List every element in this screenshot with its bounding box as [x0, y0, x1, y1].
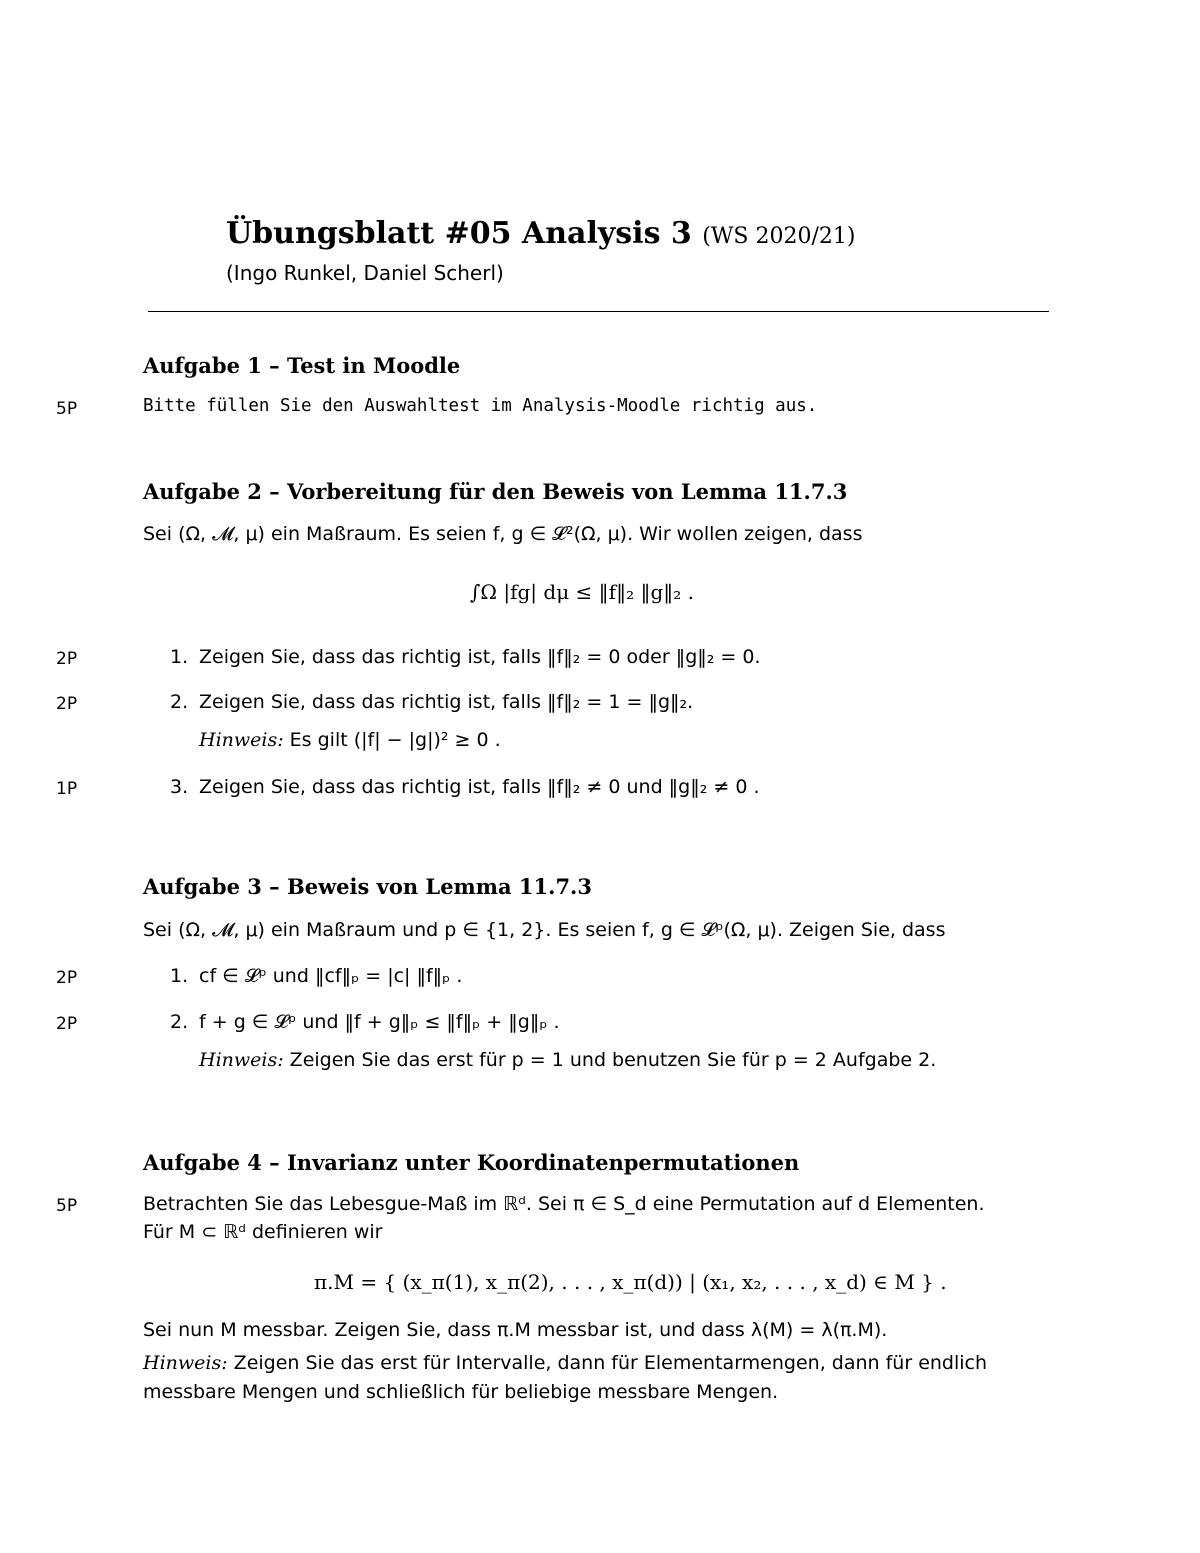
semester-label: (WS 2020/21): [702, 224, 856, 249]
hint-text: Zeigen Sie das erst für p = 1 und benutzen Sie für p = 2 Aufgabe 2.: [289, 1049, 937, 1071]
task2-item3-text: Zeigen Sie, dass das richtig ist, falls ‖f‖₂ ≠ 0 und ‖g‖₂ ≠ 0 .: [199, 776, 760, 798]
hint-label: Hinweis:: [199, 729, 284, 751]
task4-heading: Aufgabe 4 – Invarianz unter Koordinatenpermutationen: [143, 1150, 800, 1175]
task1-text: Bitte füllen Sie den Auswahltest im Analysis-Moodle richtig aus.: [143, 396, 818, 416]
task3-intro: Sei (Ω, 𝓜, μ) ein Maßraum und p ∈ {1, 2}. Es seien f, g ∈ 𝓛ᵖ(Ω, μ). Zeigen Sie, dass: [143, 919, 946, 941]
task4-points: 5P: [56, 1196, 78, 1216]
header-divider: [148, 311, 1049, 312]
task2-item2-number: 2.: [170, 691, 189, 713]
hint-label: Hinweis:: [143, 1352, 228, 1374]
task2-item1-text: Zeigen Sie, dass das richtig ist, falls ‖f‖₂ = 0 oder ‖g‖₂ = 0.: [199, 646, 761, 668]
title-text: Übungsblatt #05 Analysis 3: [226, 216, 692, 251]
task3-item1-number: 1.: [170, 965, 189, 987]
task1-heading: Aufgabe 1 – Test in Moodle: [143, 353, 461, 378]
task3-item1-text: cf ∈ 𝓛ᵖ und ‖cf‖ₚ = |c| ‖f‖ₚ .: [199, 965, 463, 987]
task4-formula: π.M = { (x_π(1), x_π(2), . . . , x_π(d)) | (x₁, x₂, . . . , x_d) ∈ M } .: [314, 1270, 947, 1294]
task3-item2-points: 2P: [56, 1014, 78, 1034]
authors: (Ingo Runkel, Daniel Scherl): [226, 261, 504, 285]
task2-item2-points: 2P: [56, 694, 78, 714]
task4-line1: Betrachten Sie das Lebesgue-Maß im ℝᵈ. Sei π ∈ S_d eine Permutation auf d Elementen.: [143, 1193, 985, 1215]
task3-item2-text: f + g ∈ 𝓛ᵖ und ‖f + g‖ₚ ≤ ‖f‖ₚ + ‖g‖ₚ .: [199, 1011, 560, 1033]
task2-item1-number: 1.: [170, 646, 189, 668]
task4-hint-line2: messbare Mengen und schließlich für beliebige messbare Mengen.: [143, 1381, 779, 1403]
task2-heading: Aufgabe 2 – Vorbereitung für den Beweis von Lemma 11.7.3: [143, 479, 848, 504]
task2-formula: ∫Ω |fg| dμ ≤ ‖f‖₂ ‖g‖₂ .: [470, 580, 694, 604]
task1-points: 5P: [56, 399, 78, 419]
task3-heading: Aufgabe 3 – Beweis von Lemma 11.7.3: [143, 874, 592, 899]
task3-hint: [199, 1049, 936, 1072]
hint-text: Es gilt (|f| − |g|)² ≥ 0 .: [289, 729, 501, 751]
task2-item3-number: 3.: [170, 776, 189, 798]
task4-hint-line1: [143, 1352, 987, 1375]
task2-item3-points: 1P: [56, 779, 78, 799]
hint-label: Hinweis:: [199, 1049, 284, 1071]
task4-line3: Sei nun M messbar. Zeigen Sie, dass π.M messbar ist, und dass λ(M) = λ(π.M).: [143, 1319, 888, 1341]
task2-item1-points: 2P: [56, 649, 78, 669]
task3-item1-points: 2P: [56, 968, 78, 988]
task3-item2-number: 2.: [170, 1011, 189, 1033]
task2-hint: [199, 729, 501, 752]
hint-text: Zeigen Sie das erst für Intervalle, dann für Elementarmengen, dann für endlich: [233, 1352, 988, 1374]
page-title: [226, 216, 855, 252]
task2-intro: Sei (Ω, 𝓜, μ) ein Maßraum. Es seien f, g ∈ 𝓛²(Ω, μ). Wir wollen zeigen, dass: [143, 523, 863, 545]
task2-item2-text: Zeigen Sie, dass das richtig ist, falls ‖f‖₂ = 1 = ‖g‖₂.: [199, 691, 694, 713]
task4-line2: Für M ⊂ ℝᵈ definieren wir: [143, 1221, 383, 1243]
